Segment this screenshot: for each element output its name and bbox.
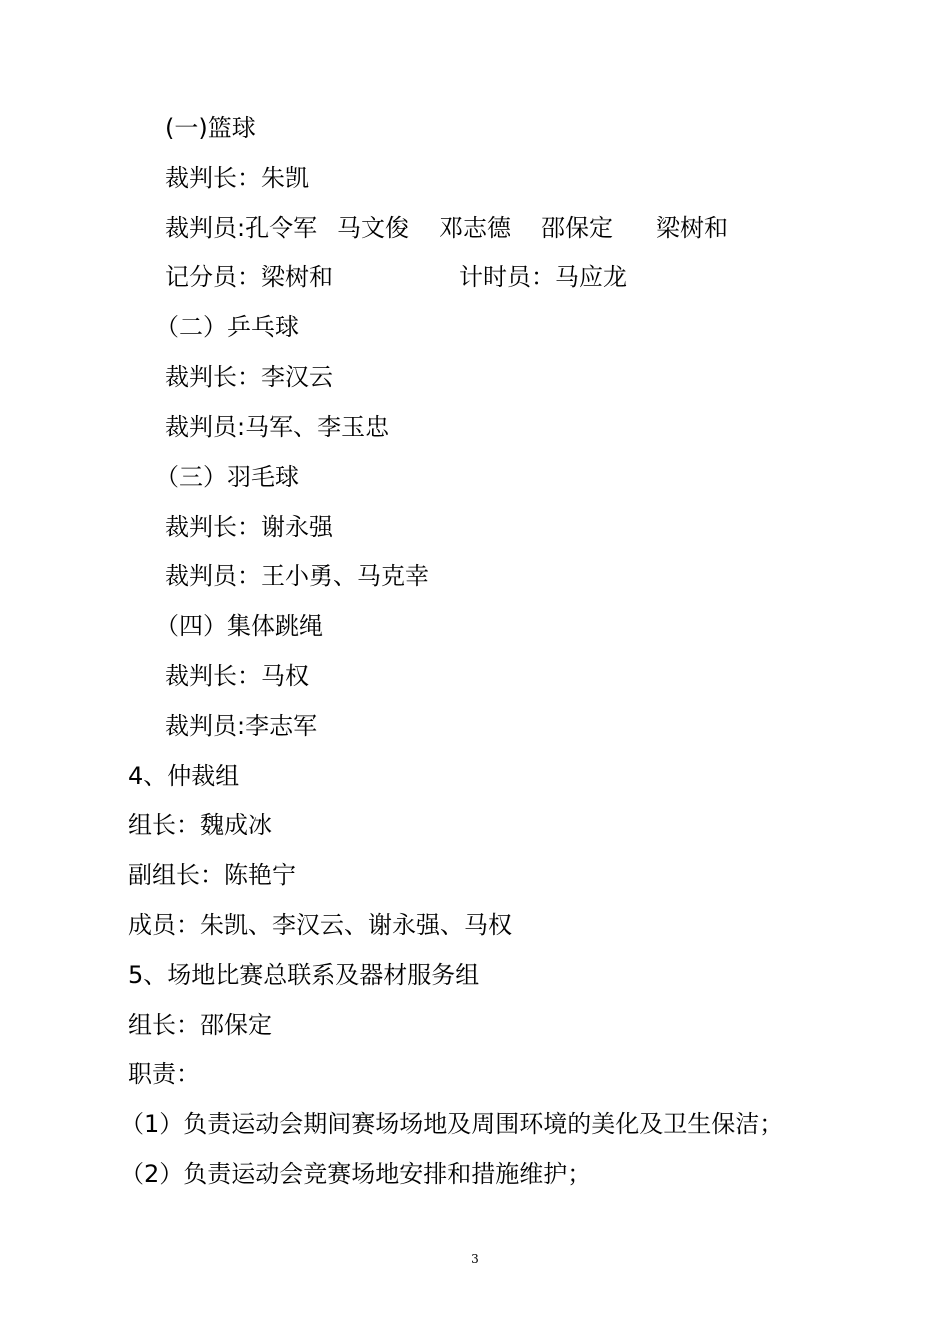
badminton-head-referee: 裁判长：谢永强 <box>165 513 333 541</box>
badminton-referees: 裁判员：王小勇、马克幸 <box>165 562 429 590</box>
duty-item: （1）负责运动会期间赛场场地及周围环境的美化及卫生保洁； <box>120 1110 784 1138</box>
page-number: 3 <box>471 1252 479 1266</box>
arbitration-heading: 4、仲裁组 <box>128 762 240 790</box>
rope-head-referee: 裁判长：马权 <box>165 662 309 690</box>
duties-label: 职责： <box>128 1060 200 1088</box>
basketball-scorekeeper: 记分员：梁树和 <box>165 263 333 291</box>
basketball-referee-name: 马文俊 <box>337 214 409 242</box>
basketball-heading: (一)篮球 <box>165 114 256 142</box>
pingpong-referees: 裁判员:马军、李玉忠 <box>165 413 390 441</box>
arbitration-deputy: 副组长：陈艳宁 <box>128 861 296 889</box>
duty-item: （2）负责运动会竞赛场地安排和措施维护； <box>120 1160 592 1188</box>
pingpong-heading: （二）乒乓球 <box>155 313 299 341</box>
arbitration-leader: 组长：魏成冰 <box>128 811 272 839</box>
venue-leader: 组长：邵保定 <box>128 1011 272 1039</box>
badminton-heading: （三）羽毛球 <box>155 463 299 491</box>
arbitration-members: 成员：朱凯、李汉云、谢永强、马权 <box>128 911 512 939</box>
rope-referees: 裁判员:李志军 <box>165 712 318 740</box>
pingpong-head-referee: 裁判长：李汉云 <box>165 363 333 391</box>
basketball-referee-name: 梁树和 <box>656 214 728 242</box>
basketball-referee-name: 邓志德 <box>439 214 511 242</box>
venue-heading: 5、场地比赛总联系及器材服务组 <box>128 961 480 989</box>
basketball-head-referee: 裁判长：朱凯 <box>165 164 309 192</box>
basketball-referee-name: 邵保定 <box>541 214 613 242</box>
basketball-referees-label: 裁判员:孔令军 <box>165 214 318 242</box>
rope-heading: （四）集体跳绳 <box>155 612 323 640</box>
basketball-timekeeper: 计时员：马应龙 <box>459 263 627 291</box>
